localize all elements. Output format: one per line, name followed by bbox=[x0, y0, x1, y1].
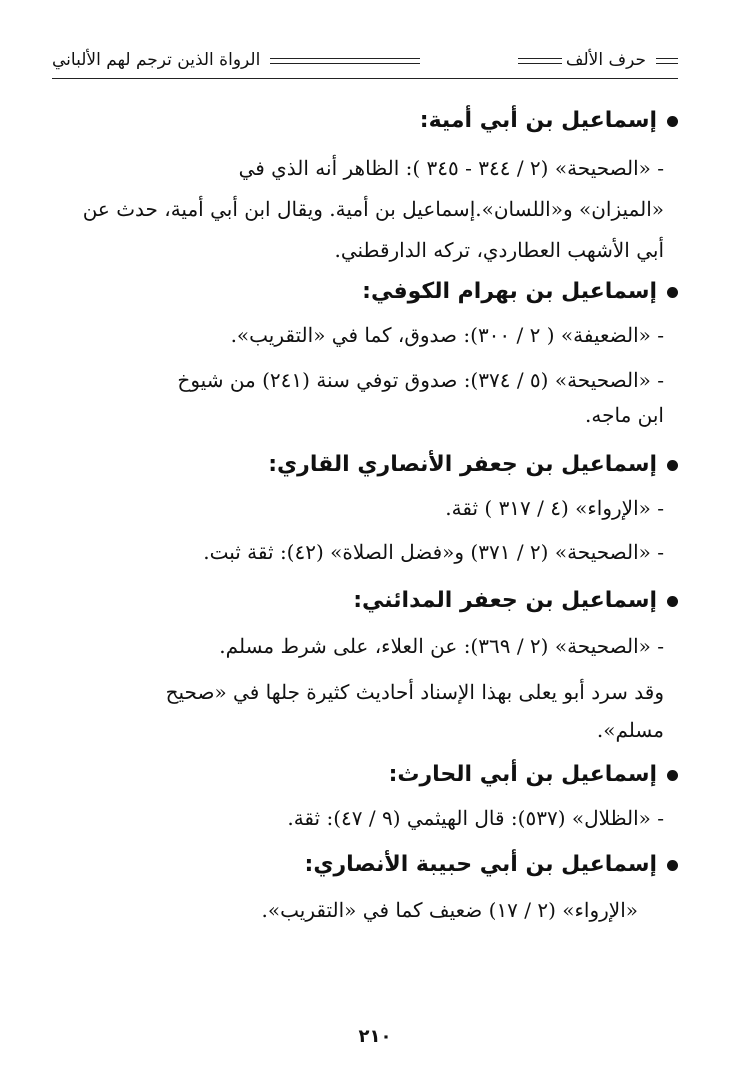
header-chapter-title: حرف الألف bbox=[565, 50, 646, 70]
entry-heading: إسماعيل بن جعفر الأنصاري القاري: bbox=[268, 452, 678, 477]
entry-text-line: «الإرواء» (٢ / ١٧) ضعيف كما في «التقريب». bbox=[261, 898, 638, 922]
bullet-icon bbox=[667, 860, 678, 871]
running-header bbox=[52, 44, 678, 80]
header-ornament-line bbox=[270, 58, 420, 64]
entry-heading: إسماعيل بن أبي حبيبة الأنصاري: bbox=[305, 852, 678, 877]
entry-text-line: - «الظلال» (٥٣٧): قال الهيثمي (٩ / ٤٧): ثقة. bbox=[287, 806, 664, 830]
entry-heading: إسماعيل بن أبي الحارث: bbox=[389, 762, 678, 787]
entry-heading: إسماعيل بن أبي أمية: bbox=[420, 108, 678, 133]
bullet-icon bbox=[667, 287, 678, 298]
entry-heading: إسماعيل بن بهرام الكوفي: bbox=[362, 279, 678, 304]
entry-text-line: أبي الأشهب العطاردي، تركه الدارقطني. bbox=[334, 238, 664, 262]
bullet-icon bbox=[667, 770, 678, 781]
entry-text-line: - «الضعيفة» ( ٢ / ٣٠٠): صدوق، كما في «التقريب». bbox=[230, 323, 664, 347]
header-rule bbox=[52, 78, 678, 79]
entry-heading: إسماعيل بن جعفر المدائني: bbox=[353, 588, 678, 613]
entry-text-line: «الميزان» و«اللسان».إسماعيل بن أمية. ويقال ابن أبي أمية، حدث عن bbox=[82, 197, 664, 221]
entry-text-line: - «الصحيحة» (٢ / ٣٦٩): عن العلاء، على شرط مسلم. bbox=[219, 634, 664, 658]
header-ornament-line bbox=[518, 58, 562, 64]
bullet-icon bbox=[667, 460, 678, 471]
header-book-title: الرواة الذين ترجم لهم الألباني bbox=[52, 50, 261, 70]
entry-text-line: وقد سرد أبو يعلى بهذا الإسناد أحاديث كثيرة جلها في «صحيح bbox=[165, 680, 664, 704]
header-ornament-line bbox=[656, 58, 678, 64]
entry-text-line: مسلم». bbox=[596, 718, 664, 742]
entry-text-line: - «الصحيحة» (٥ / ٣٧٤): صدوق توفي سنة (٢٤١) من شيوخ bbox=[177, 368, 664, 392]
entry-text-line: ابن ماجه. bbox=[585, 403, 664, 427]
page-number: ٢١٠ bbox=[358, 1026, 392, 1047]
bullet-icon bbox=[667, 596, 678, 607]
entry-text-line: - «الإرواء» (٤ / ٣١٧ ) ثقة. bbox=[445, 496, 664, 520]
bullet-icon bbox=[667, 116, 678, 127]
entry-text-line: - «الصحيحة» (٢ / ٣٧١) و«فضل الصلاة» (٤٢): ثقة ثبت. bbox=[203, 540, 664, 564]
entry-text-line: - «الصحيحة» (٢ / ٣٤٤ - ٣٤٥ ): الظاهر أنه الذي في bbox=[238, 156, 664, 180]
